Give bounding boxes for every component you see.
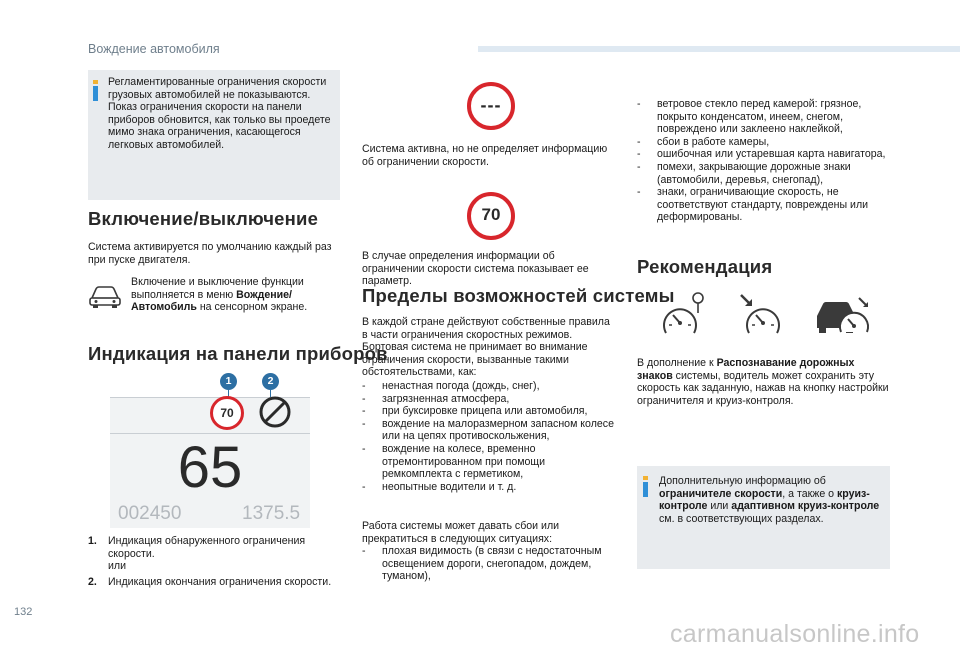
- info-text: Регламентированные ограничения скорости грузовых автомобилей не показываются. Показ ограничения скорости на панели приборов обновится, как только вы проедете мимо знака ограничения, касающегося легковых автомобилей.: [108, 76, 331, 151]
- list-item: - ошибочная или устаревшая карта навигатора,: [637, 148, 887, 161]
- heading-limits: Пределы возможностей системы: [362, 285, 675, 306]
- gauge-pin-icon: [658, 289, 710, 337]
- info-more-text: [659, 475, 883, 525]
- list-item: [88, 576, 340, 589]
- info-more-3: или: [707, 500, 732, 513]
- list-item: - вождение на колесе, временно отремонтированном при помощи ремкомплекта с герметиком,: [362, 443, 617, 481]
- info-box-trucks: [88, 70, 340, 200]
- dashboard-panel: [110, 397, 310, 528]
- list-item: - загрязненная атмосфера,: [362, 393, 617, 406]
- list-item: - ветровое стекло перед камерой: грязное, покрыто конденсатом, инеем, снегом, повреждено или заклеено наклейкой,: [637, 98, 887, 136]
- vehicle-speed: 65: [177, 435, 243, 500]
- list-item: - знаки, ограничивающие скорость, не соответствуют стандарту, повреждены или деформированы.: [637, 186, 887, 224]
- menu-text-1: Включение и выключение функции выполняется в меню: [131, 276, 304, 301]
- info-more-b3: адаптивном круиз-контроле: [731, 500, 880, 513]
- no-limit-icon: [258, 395, 292, 429]
- limits-intro: В каждой стране действуют собственные правила в части ограничения скоростных режимов. Бортовая система не принимает во внимание ограничения скорости, вызванные такими обстоятельствами, как:: [362, 316, 610, 379]
- list-text: Индикация обнаруженного ограничения скорости. или: [108, 535, 306, 573]
- fail-list-continued: [637, 98, 887, 224]
- info-more-b2: круиз-контроле: [659, 487, 870, 513]
- list-item: - вождение на малоразмерном запасном колесе или на цепях противоскольжения,: [362, 418, 617, 443]
- recommend-text-2: системы, водитель может сохранить эту скорость как заданную, нажав на кнопку настройки ограничителя и круиз-контроля.: [637, 369, 889, 407]
- menu-path: Вождение/Автомобиль: [131, 288, 292, 314]
- active-text: Система активна, но не определяет информацию об ограничении скорости.: [362, 143, 608, 168]
- menu-text-2: на сенсорном экране.: [196, 301, 308, 314]
- heading-recommend: Рекомендация: [637, 256, 773, 277]
- badge-1: 1: [220, 373, 237, 390]
- recommend-text-1: В дополнение к: [637, 357, 717, 369]
- odometer-trip: 1375.5: [242, 503, 301, 524]
- badge-2: 2: [262, 373, 279, 390]
- gauge-press-icon: [735, 289, 787, 337]
- section-title: Вождение автомобиля: [88, 42, 220, 56]
- limits-list: [362, 380, 617, 493]
- recommend-bold: Распознавание дорожных знаков: [637, 357, 855, 382]
- on-off-text: Система активируется по умолчанию каждый раз при пуске двигателя.: [88, 241, 332, 266]
- car-gauge-icon: [813, 294, 873, 336]
- panel-divider: [110, 433, 310, 434]
- fail-intro: Работа системы может давать сбои или прекратиться в следующих ситуациях:: [362, 520, 560, 545]
- info-box-more: [637, 466, 890, 569]
- speed-limit-value: 70: [220, 406, 234, 420]
- info-more-b1: ограничителе скорости: [659, 487, 783, 500]
- indication-list: [88, 535, 340, 588]
- info-icon: [643, 476, 648, 497]
- menu-instruction: [131, 276, 331, 314]
- info-icon: [93, 80, 98, 101]
- watermark: carmanualsonline.info: [670, 620, 920, 648]
- speed-limit-sign: [210, 396, 244, 430]
- no-info-sign-text: ---: [480, 95, 502, 115]
- info-more-1: Дополнительную информацию об: [659, 475, 826, 487]
- info-more-2: , а также о: [782, 487, 837, 500]
- list-item: - ненастная погода (дождь, снег),: [362, 380, 617, 393]
- list-num: 1.: [88, 535, 97, 547]
- list-item: - при буксировке прицепа или автомобиля,: [362, 405, 617, 418]
- header-bar: [478, 46, 960, 52]
- limit-70-sign: [467, 192, 515, 240]
- limit-70-text: 70: [481, 205, 501, 224]
- list-item: - сбои в работе камеры,: [637, 136, 887, 149]
- heading-indication: Индикация на панели приборов: [88, 343, 388, 364]
- car-menu-icon: [88, 283, 122, 309]
- recommend-text: [637, 357, 889, 407]
- list-item: - неопытные водители и т. д.: [362, 481, 617, 494]
- list-text: Индикация окончания ограничения скорости.: [108, 575, 332, 588]
- detect-text: В случае определения информации об ограничении скорости система показывает ее параметр.: [362, 250, 589, 288]
- list-item: - помехи, закрывающие дорожные знаки (автомобили, деревья, снегопад),: [637, 161, 887, 186]
- no-info-sign: [467, 82, 515, 130]
- list-item: [88, 535, 340, 573]
- list-num: 2.: [88, 575, 97, 588]
- info-more-4: см. в соответствующих разделах.: [659, 512, 824, 525]
- page-number: 132: [14, 606, 33, 618]
- list-item: - плохая видимость (в связи с недостаточным освещением дороги, снегопадом, дождем, туманом),: [362, 545, 617, 583]
- odometer-total: 002450: [118, 503, 182, 524]
- fail-list: [362, 545, 617, 583]
- heading-on-off: Включение/выключение: [88, 208, 319, 229]
